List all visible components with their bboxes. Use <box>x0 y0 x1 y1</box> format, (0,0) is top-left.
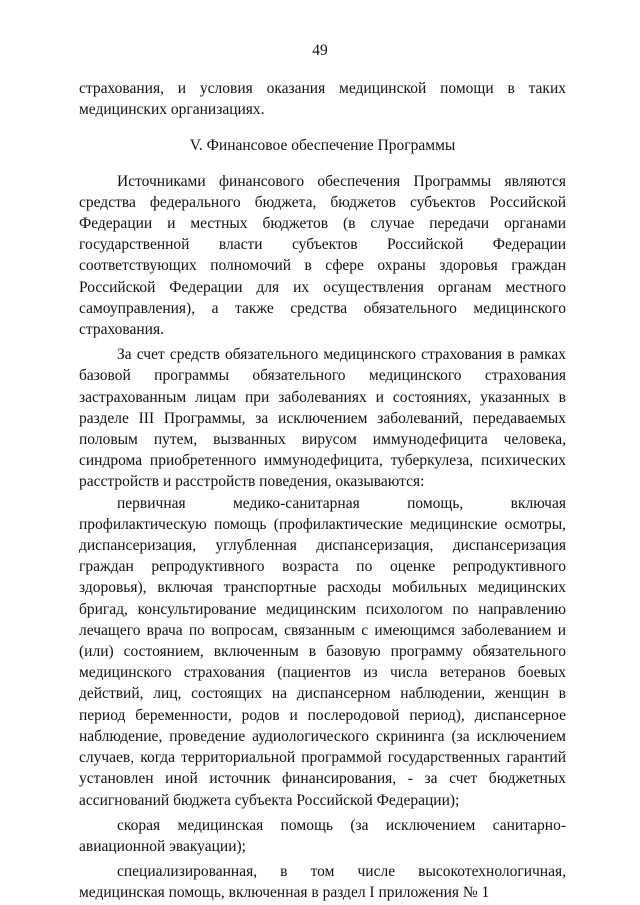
paragraph-continued: страхования, и условия оказания медицинской помощи в таких медицинских организациях. <box>79 80 566 119</box>
list-item-specialized-care: специализированная, в том числе высокотехнологичная, медицинская помощь, включенная в раздел I приложения № 1 <box>79 863 566 902</box>
page-number: 49 <box>312 42 328 59</box>
section-heading: V. Финансовое обеспечение Программы <box>189 137 456 155</box>
list-item-emergency-care: скорая медицинская помощь (за исключением санитарно-авиационной эвакуации); <box>79 816 566 855</box>
list-item-primary-care: первичная медико-санитарная помощь, включая профилактическую помощь (профилактические медицинские осмотры, диспансеризация, углубленная диспансеризация, диспансеризация граждан репродуктивного возраста по оценке репродуктивного здоровья), включая транспортные расходы мобильных медицинских бригад, консультирование медицинским психологом по направлению лечащего врача по вопросам, связанным с имеющимся заболеванием и (или) состоянием, включенным в базовую программу обязательного медицинского страхования (пациентов из числа ветеранов боевых действий, лиц, состоящих на диспансерном наблюдении, женщин в период беременности, родов и послеродовой период), диспансерное наблюдение, проведение аудиологического скрининга (за исключением случаев, когда территориальной программой государственных гарантий установлен иной источник финансирования, - за счет бюджетных ассигнований бюджета субъекта Российской Федерации); <box>79 494 566 809</box>
document-body <box>79 78 566 904</box>
paragraph-oms-coverage: За счет средств обязательного медицинского страхования в рамках базовой программы обязательного медицинского страхования застрахованным лицам при заболеваниях и состояниях, указанных в разделе III Программы, за исключением заболеваний, передаваемых половым путем, вызванных вирусом иммунодефицита человека, синдрома приобретенного иммунодефицита, туберкулеза, психических расстройств и расстройств поведения, оказываются: <box>79 346 566 491</box>
paragraph-funding-sources: Источниками финансового обеспечения Программы являются средства федерального бюджета, бюджетов субъектов Российской Федерации и местных бюджетов (в случае передачи органами государственной власти субъектов Российской Федерации соответствующих полномочий в сфере охраны здоровья граждан Российской Федерации для их осуществления органам местного самоуправления), а также средства обязательного медицинского страхования. <box>79 172 566 339</box>
